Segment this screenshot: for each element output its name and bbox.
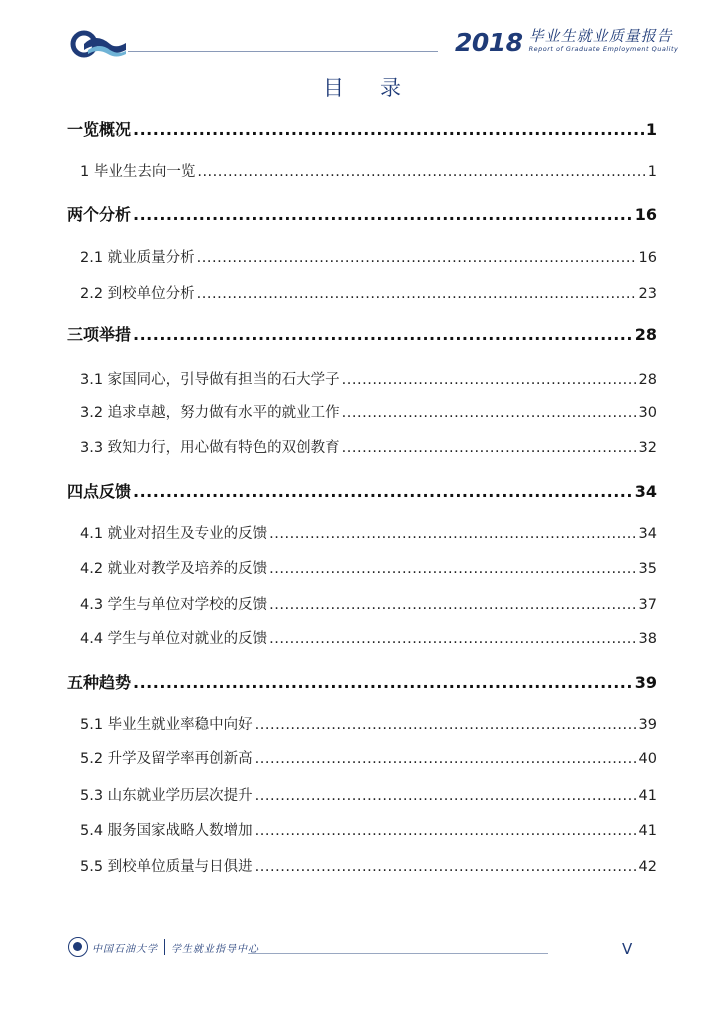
toc-section[interactable]: [67, 670, 657, 693]
toc-leader-dots: [197, 164, 645, 180]
toc-item[interactable]: [67, 593, 657, 614]
toc-page-number: 34: [638, 526, 657, 542]
toc-item[interactable]: [67, 747, 657, 768]
report-title-cn: 毕业生就业质量报告: [528, 27, 673, 45]
toc-page-number: 30: [638, 405, 657, 421]
toc-page-number: 38: [638, 631, 657, 647]
toc-label: 3.1 家国同心，引导做有担当的石大学子: [80, 372, 340, 388]
toc-item[interactable]: [67, 784, 657, 805]
toc-label: 5.4 服务国家战略人数增加: [80, 823, 253, 839]
header-divider: [128, 51, 438, 52]
toc-section[interactable]: [67, 117, 657, 140]
toc-leader-dots: [269, 631, 636, 647]
toc-page-number: 37: [638, 597, 657, 613]
toc-label: 2.1 就业质量分析: [80, 250, 195, 266]
toc-page-number: 1: [645, 120, 657, 139]
toc-page-number: 35: [638, 561, 657, 577]
toc-leader-dots: [255, 717, 637, 733]
toc-label: 4.3 学生与单位对学校的反馈: [80, 597, 268, 613]
toc-leader-dots: [269, 561, 636, 577]
footer-separator: [164, 939, 165, 955]
toc-page-number: 23: [638, 286, 657, 302]
toc-page-number: 39: [638, 717, 657, 733]
toc-item[interactable]: [67, 819, 657, 840]
toc-page-number: 34: [634, 482, 657, 501]
toc-page-number: 28: [638, 372, 657, 388]
university-wave-logo-icon: [70, 28, 126, 60]
toc-item[interactable]: [67, 713, 657, 734]
report-year: 2018: [455, 28, 523, 57]
toc-leader-dots: [197, 286, 637, 302]
footer-center-name: 学生就业指导中心: [171, 943, 259, 955]
toc-leader-dots: [342, 372, 637, 388]
toc-page-number: 40: [638, 751, 657, 767]
page-number: V: [622, 940, 633, 958]
toc-label: 两个分析: [67, 205, 132, 224]
toc-leader-dots: [255, 788, 637, 804]
report-title-en: Report of Graduate Employment Quality: [528, 45, 679, 53]
toc-leader-dots: [255, 751, 637, 767]
toc-page-number: 28: [634, 325, 657, 344]
toc-item[interactable]: [67, 368, 657, 389]
toc-page-number: 32: [638, 440, 657, 456]
toc-label: 一览概况: [67, 120, 132, 139]
toc-item[interactable]: [67, 282, 657, 303]
toc-label: 5.1 毕业生就业率稳中向好: [80, 717, 253, 733]
report-header-title: [455, 28, 678, 60]
toc-item[interactable]: [67, 627, 657, 648]
toc-leader-dots: [269, 597, 636, 613]
toc-label: 2.2 到校单位分析: [80, 286, 195, 302]
toc-page-number: 41: [638, 823, 657, 839]
toc-label: 4.1 就业对招生及专业的反馈: [80, 526, 268, 542]
toc-page-number: 16: [634, 205, 657, 224]
toc-leader-dots: [133, 673, 633, 692]
toc-label: 5.5 到校单位质量与日俱进: [80, 859, 253, 875]
toc-item[interactable]: [67, 557, 657, 578]
page-title: 目录: [323, 76, 437, 100]
toc-label: 1 毕业生去向一览: [80, 164, 196, 180]
toc-leader-dots: [133, 325, 633, 344]
toc-label: 4.2 就业对教学及培养的反馈: [80, 561, 268, 577]
toc-leader-dots: [342, 405, 637, 421]
toc-leader-dots: [133, 205, 633, 224]
toc-item[interactable]: [67, 855, 657, 876]
toc-section[interactable]: [67, 202, 657, 225]
toc-page-number: 41: [638, 788, 657, 804]
toc-leader-dots: [133, 120, 644, 139]
toc-label: 四点反馈: [67, 482, 132, 501]
university-seal-icon: [68, 937, 88, 957]
toc-label: 5.2 升学及留学率再创新高: [80, 751, 253, 767]
footer-branding: [68, 937, 259, 957]
toc-label: 3.3 致知力行，用心做有特色的双创教育: [80, 440, 340, 456]
toc-leader-dots: [255, 823, 637, 839]
toc-leader-dots: [255, 859, 637, 875]
toc-item[interactable]: [67, 522, 657, 543]
toc-leader-dots: [342, 440, 637, 456]
toc-page-number: 16: [638, 250, 657, 266]
footer-university-name: 中国石油大学: [92, 943, 158, 955]
toc-item[interactable]: [67, 436, 657, 457]
toc-item[interactable]: [67, 246, 657, 267]
toc-label: 3.2 追求卓越，努力做有水平的就业工作: [80, 405, 340, 421]
toc-item[interactable]: [67, 160, 657, 181]
toc-label: 三项举措: [67, 325, 132, 344]
toc-item[interactable]: [67, 401, 657, 422]
toc-page-number: 39: [634, 673, 657, 692]
toc-page-number: 42: [638, 859, 657, 875]
toc-label: 五种趋势: [67, 673, 132, 692]
toc-leader-dots: [133, 482, 633, 501]
toc-section[interactable]: [67, 322, 657, 345]
toc-label: 5.3 山东就业学历层次提升: [80, 788, 253, 804]
toc-label: 4.4 学生与单位对就业的反馈: [80, 631, 268, 647]
toc-leader-dots: [197, 250, 637, 266]
footer-divider: [248, 953, 548, 954]
toc-section[interactable]: [67, 479, 657, 502]
toc-leader-dots: [269, 526, 636, 542]
toc-page-number: 1: [647, 164, 657, 180]
